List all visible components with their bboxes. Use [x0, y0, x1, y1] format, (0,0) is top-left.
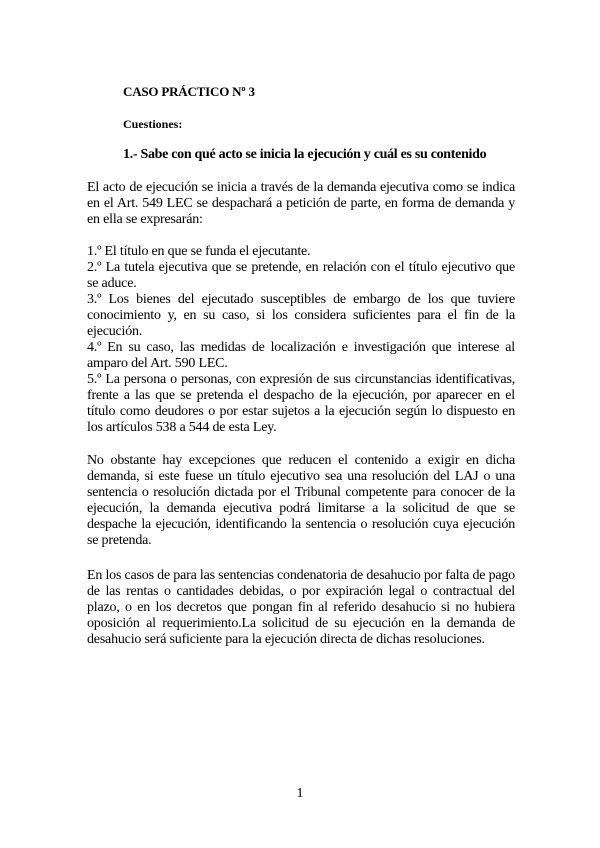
- question-heading: 1.- Sabe con qué acto se inicia la ejecución y cuál es su contenido: [123, 147, 487, 162]
- intro-paragraph: El acto de ejecución se inicia a través de la demanda ejecutiva como se indica en el Art. 549 LEC se despachará a petición de parte, en forma de demanda y en ella se expresarán:: [87, 180, 515, 227]
- list-item: 2.º La tutela ejecutiva que se pretende, en relación con el título ejecutivo que se aduce.: [87, 260, 515, 291]
- section-subtitle: Cuestiones:: [123, 117, 183, 131]
- list-item: 4.º En su caso, las medidas de localización e investigación que interese al amparo del Art. 590 LEC.: [87, 340, 515, 371]
- list-item: 5.º La persona o personas, con expresión de sus circunstancias identificativas, frente a las que se pretenda el despacho de la ejecución, por aparecer en el título como deudores o por estar sujetos a la ejecución según lo dispuesto en los artículos 538 a 544 de esta Ley.: [87, 372, 515, 435]
- list-item: 1.º El título en que se funda el ejecutante.: [87, 244, 311, 259]
- document-title: CASO PRÁCTICO Nº 3: [123, 84, 255, 99]
- exceptions-paragraph: No obstante hay excepciones que reducen el contenido a exigir en dicha demanda, si este fuese un título ejecutivo sea una resolución del LAJ o una sentencia o resolución dictada por el Tribunal competente para conocer de la ejecución, la demanda ejecutiva podrá limitarse a la solicitud de que se despache la ejecución, identificando la sentencia o resolución cuya ejecución se pretenda.: [87, 453, 515, 548]
- list-item: 3.º Los bienes del ejecutado susceptibles de embargo de los que tuviere conocimiento y, en su caso, si los considera suficientes para el fin de la ejecución.: [87, 292, 515, 339]
- page-number: 1: [296, 786, 304, 801]
- requirements-list: [87, 244, 515, 436]
- desahucio-paragraph: En los casos de para las sentencias condenatoria de desahucio por falta de pago de las rentas o cantidades debidas, o por expiración legal o contractual del plazo, o en los decretos que pongan fin al referido desahucio si no hubiera oposición al requerimiento.La solicitud de su ejecución en la demanda de desahucio será suficiente para la ejecución directa de dichas resoluciones.: [87, 568, 515, 647]
